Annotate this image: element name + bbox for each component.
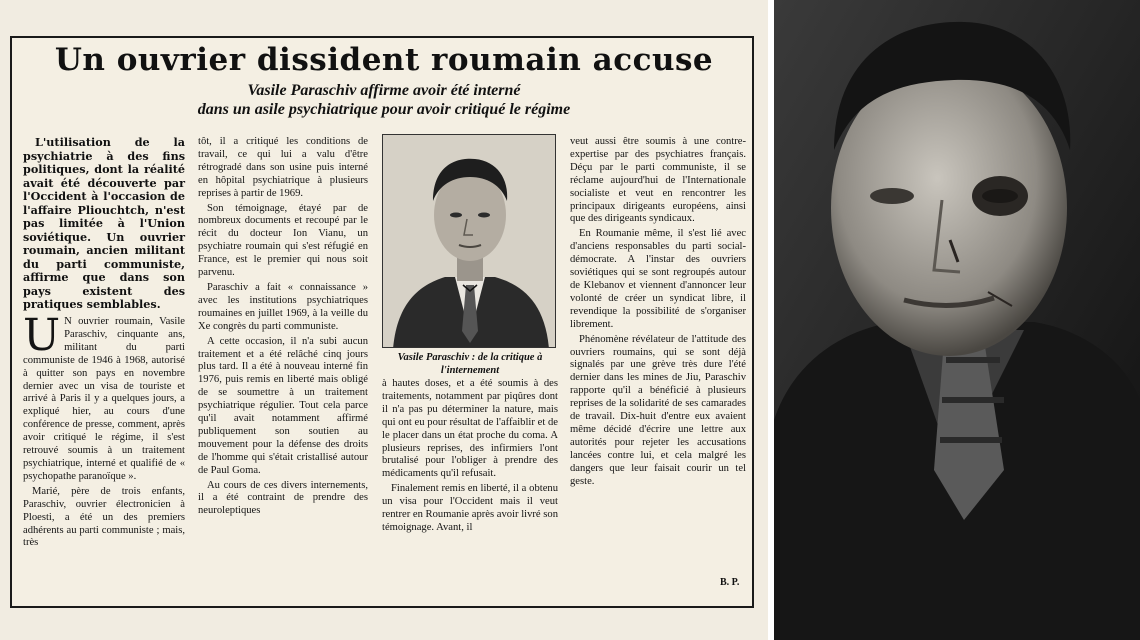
lead-text: L'utilisation de la psychiatrie à des fins politiques, dont la réalité avait été découverte par l'Occident à l'occasion de l'affaire Pliouchtch, n'est pas limitée à l'Union soviétique. Un ouvrier roumain, ancien militant du parti communiste, affirme que dans son pays existent des pratiques semblables. [23, 135, 185, 311]
opening-text: N ouvrier roumain, Vasile Paraschiv, cinquante ans, militant du parti communiste de 1946 à 1968, autorisé à quitter son pays en novembre dernier avec un visa de touriste et arrivé à Paris il y a quelques jours, a expliqué hier, au cours d'une conférence de presse, comment, après avoir critiqué le régime, il s'est retrouvé soumis à un traitement psychiatrique, interné et qualifié de « psychopathe paranoïque ». [23, 316, 185, 482]
paragraph: En Roumanie même, il s'est lié avec d'anciens responsables du parti social-démocrate. A l'instar des ouvriers soviétiques qui se sont regroupés autour de Klebanov et viennent d'annoncer leur volonté de créer un syndicat libre, il revendique la possibilité de s'organiser librement. [570, 228, 746, 330]
column-2 [198, 136, 368, 602]
paragraph: Finalement remis en liberté, il a obtenu un visa pour l'Occident mais il veut rentrer en Roumanie après avoir livré son témoignage. Avant, il [382, 483, 558, 533]
headline: Un ouvrier dissident roumain accuse [54, 42, 714, 78]
paragraph: Son témoignage, étayé par de nombreux documents et recoupé par le récit du docteur Ion Vianu, un psychiatre roumain qui s'est réfugié en France, est le premier qui nous soit parvenu. [198, 202, 368, 279]
paragraph: A cette occasion, il n'a subi aucun traitement et a été relâché cinq jours plus tard. Il a été à nouveau interné fin 1976, puis remis en liberté mais obligé de se soumettre à un traitement psychiatrique régulier. Tout cela parce qu'il avait notamment affirmé publiquement son soutien au mouvement pour la défense des droits de l'homme qui s'était cristallisé autour de Paul Goma. [198, 335, 368, 476]
portrait-illustration [383, 135, 556, 348]
opening-paragraph [23, 316, 185, 484]
subheadline-line-2: dans un asile psychiatrique pour avoir critiqué le régime [197, 101, 571, 118]
column-1 [23, 316, 185, 602]
paragraph: tôt, il a critiqué les conditions de travail, ce qui lui a valu d'être rétrogradé dans son usine puis interné en hôpital psychiatrique à plusieurs reprises à partir de 1969. [198, 136, 368, 199]
paragraph: Au cours de ces divers internements, il a été contraint de prendre des neuroleptiques [198, 479, 368, 517]
byline: B. P. [720, 577, 740, 588]
paragraph: veut aussi être soumis à une contre-expertise par des psychiatres français. Déçu par le parti communiste, il se réclame aujourd'hui de l'Internationale socialiste et veut en rencontrer les principaux dirigeants européens, ainsi que des dirigeants syndicaux. [570, 136, 746, 225]
column-4 [570, 136, 746, 602]
photo-caption: Vasile Paraschiv : de la critique à l'internement [397, 352, 543, 376]
paragraph: à hautes doses, et a été soumis à des traitements, notamment par piqûres dont il n'a pas pu déterminer la nature, mais qui ont eu pour résultat de l'affaiblir et de le placer dans un état proche du coma. A plusieurs reprises, des infirmiers l'ont brutalisé pour l'obliger à prendre des médicaments qu'il refusait. [382, 378, 558, 480]
drop-cap: U [23, 316, 61, 361]
paragraph: Paraschiv a fait « connaissance » avec les institutions psychiatriques roumaines en juillet 1969, à la veille du Xe congrès du parti communiste. [198, 281, 368, 332]
subheadline-line-1: Vasile Paraschiv affirme avoir été interné [247, 82, 521, 99]
injured-man-photo [774, 0, 1140, 640]
lead-paragraph [23, 136, 185, 312]
paragraph: Marié, père de trois enfants, Paraschiv, ouvrier électronicien à Ploesti, a été un des premiers adhérents au parti communiste ; mais, très [23, 485, 185, 549]
paragraph: Phénomène révélateur de l'attitude des ouvriers roumains, qui se sont déjà signalés par une grève très dure l'été dernier dans les mines de Jiu, Paraschiv rapporte qu'il a bénéficié à plusieurs reprises de la solidarité de ses camarades de travail. Dix-huit d'entre eux avaient même décidé d'écrire une lettre aux autorités pour rejeter les accusations lancées contre lui, et cela malgré les dangers que leur faisait courir un tel geste. [570, 333, 746, 487]
portrait-photo [382, 134, 556, 348]
photo-illustration [774, 0, 1140, 640]
column-3 [382, 378, 558, 602]
